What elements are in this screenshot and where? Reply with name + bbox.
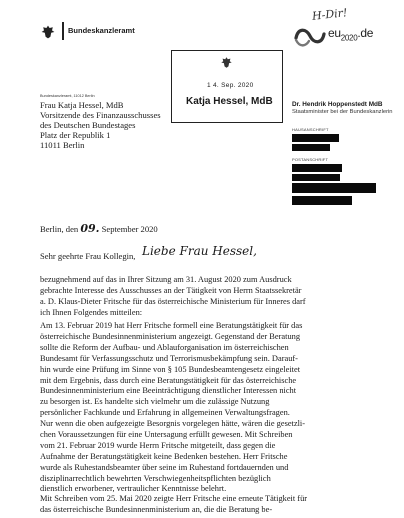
recipient-line: des Deutschen Bundestages bbox=[40, 120, 136, 130]
letterhead-divider bbox=[62, 22, 64, 40]
body-paragraph-2: Am 13. Februar 2019 hat Herr Fritsche formell eine Beratungstätigkeit für das österreichische Bundesinnenministerium angezeigt. Gegenstand der Beratung sollte die Reform der Aufbau- und Ablauforganisation im österreichischen Bundesamt für Verfassungsschutz und Terrorismusbekämpfung sein. Darauf- hin wurde eine Prüfung im Sinne von § 105 Bundesbeamtengesetz eingeleitet mit dem Ergebnis, dass durch eine Beratungstätigkeit für das österreichische Bundesinnenministerium eine Beeinträchtigung dienstlicher Interessen nicht zu besorgen ist. Es handelte sich vielmehr um die zulässige Nutzung persönlicher Fachkunde und Erfahrung in allgemeinen Verwaltungsfragen. bbox=[40, 321, 303, 418]
redaction-bar bbox=[292, 164, 342, 172]
official-role: Staatsminister bei der Bundeskanzlerin bbox=[292, 109, 393, 115]
redaction-bar bbox=[292, 183, 376, 193]
stamp-date: 1 4. Sep. 2020 bbox=[207, 82, 254, 89]
body-paragraph-3: Nur wenn die oben aufgezeigte Besorgnis vorgelegen hätte, wären die gesetzli- chen Voraussetzungen für eine Untersagung erfüllt gewesen. Mit Schreiben vom 21. Februar 2019 wurde Herrn Fritsche mitgeteilt, dass gegen die Aufnahme der Beratungstätigkeit keine Bedenken bestehen. Herr Fritsche wurde als Ruhestandsbeamter über seine im Ruhestand fortdauernden und disziplinarrechtlich bewehrten Verschwiegenheitspflichten bezüglich dienstlich erworbener, vertraulicher Kenntnisse belehrt. bbox=[40, 419, 306, 494]
recipient-line: Frau Katja Hessel, MdB bbox=[40, 100, 124, 110]
redaction-bar bbox=[292, 196, 352, 205]
eu2020-logo-text: $eu_{2020}.de$ bbox=[328, 26, 374, 43]
organization-name: Bundeskanzleramt bbox=[68, 26, 135, 35]
salutation: Sehr geehrte Frau Kollegin, bbox=[40, 251, 136, 261]
redaction-bar bbox=[292, 144, 330, 151]
handwritten-greeting: Liebe Frau Hessel, bbox=[142, 244, 257, 258]
body-paragraph-4: Mit Schreiben vom 25. Mai 2020 zeigte Herr Fritsche eine erneute Tätigkeit für das österreichische Bundesinnenministerium an, die die Beratung be- bbox=[40, 494, 308, 514]
stamp-name: Katja Hessel, MdB bbox=[186, 96, 273, 107]
postal-address-label: POSTANSCHRIFT bbox=[292, 157, 329, 162]
house-address-label: HAUSANSCHRIFT bbox=[292, 127, 329, 132]
recipient-line: Vorsitzende des Finanzausschusses bbox=[40, 110, 161, 120]
recipient-address bbox=[40, 100, 161, 150]
redaction-bar bbox=[292, 134, 339, 142]
eu2020-logo-icon bbox=[292, 24, 328, 50]
official-name: Dr. Hendrik Hoppenstedt MdB bbox=[292, 101, 383, 108]
body-paragraph-1: bezugnehmend auf das in Ihrer Sitzung am 31. August 2020 zum Ausdruck gebrachte Interesse des Ausschusses an der Tätigkeit von Herrn Staatssekretär a. D. Klaus-Dieter Fritsche für das österreichische Ministerium für Inneres darf ich Ihnen Folgendes mitteilen: bbox=[40, 275, 306, 317]
handwritten-note: H-Dir! bbox=[311, 6, 348, 23]
sender-return-address: Bundeskanzleramt, 11012 Berlin bbox=[40, 94, 95, 98]
recipient-line: 11011 Berlin bbox=[40, 140, 85, 150]
federal-eagle-icon bbox=[40, 24, 56, 40]
recipient-line: Platz der Republik 1 bbox=[40, 130, 111, 140]
handwritten-day: 09. bbox=[80, 222, 100, 235]
redaction-bar bbox=[292, 174, 340, 181]
date-line: Berlin, den 09. September 2020 bbox=[40, 222, 158, 235]
stamp-eagle-icon bbox=[220, 56, 233, 69]
